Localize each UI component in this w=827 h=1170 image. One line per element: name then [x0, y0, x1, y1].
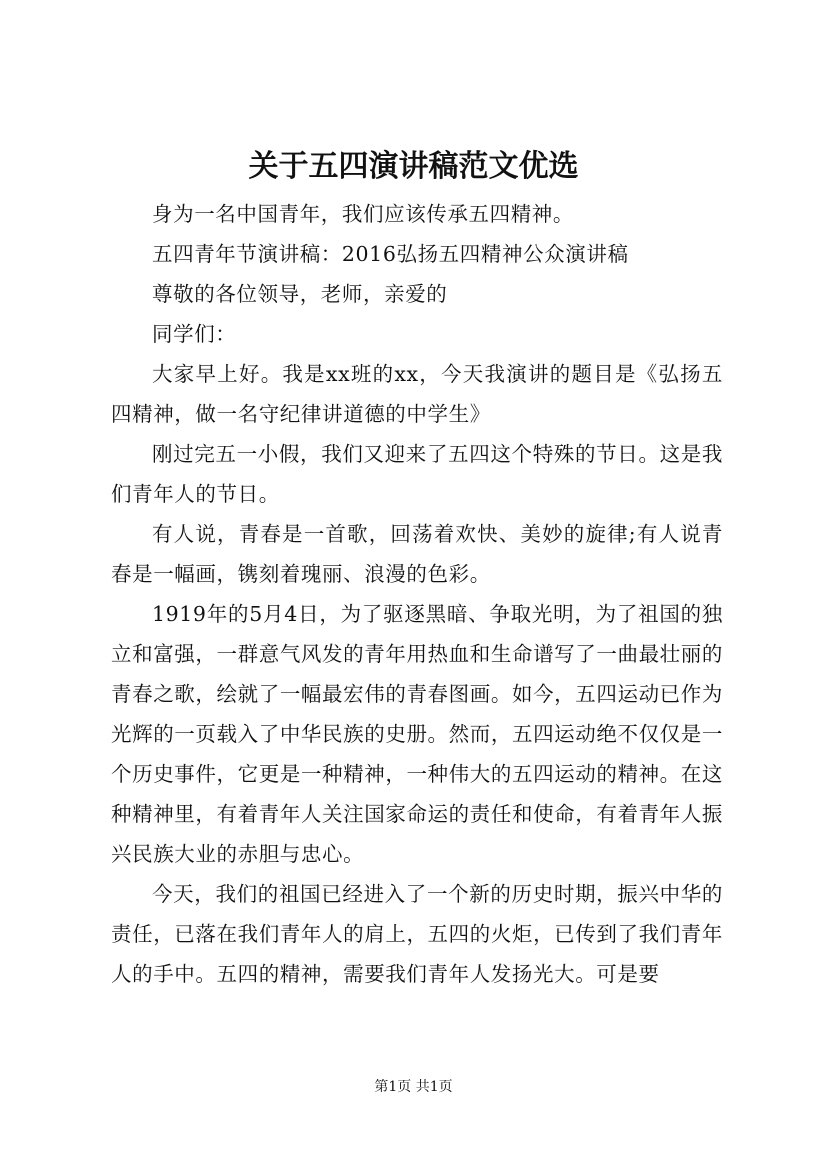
paragraph: 五四青年节演讲稿：2016弘扬五四精神公众演讲稿 — [152, 242, 629, 266]
paragraph: 同学们： — [152, 322, 237, 346]
document-title: 关于五四演讲稿范文优选 — [248, 149, 579, 184]
paragraph: 尊敬的各位领导，老师，亲爱的 — [152, 282, 448, 306]
paragraph: 有人说，青春是一首歌，回荡着欢快、美妙的旋律;有人说青春是一幅画，镌刻着瑰丽、浪漫的色彩。 — [111, 522, 723, 586]
paragraph: 刚过完五一小假，我们又迎来了五四这个特殊的节日。这是我们青年人的节日。 — [111, 442, 723, 506]
paragraph: 大家早上好。我是xx班的xx，今天我演讲的题目是《弘扬五四精神，做一名守纪律讲道德的中学生》 — [111, 362, 723, 426]
paragraph: 今天，我们的祖国已经进入了一个新的历史时期，振兴中华的责任，已落在我们青年人的肩上，五四的火炬，已传到了我们青年人的手中。五四的精神，需要我们青年人发扬光大。可是要 — [111, 882, 723, 986]
paragraph: 身为一名中国青年，我们应该传承五四精神。 — [152, 202, 574, 226]
page-footer: 第1页 共1页 — [374, 1079, 453, 1095]
document-body — [111, 194, 723, 994]
paragraph: 1919年的5月4日，为了驱逐黑暗、争取光明，为了祖国的独立和富强，一群意气风发的青年用热血和生命谱写了一曲最壮丽的青春之歌，绘就了一幅最宏伟的青春图画。如今，五四运动已作为光辉的一页载入了中华民族的史册。然而，五四运动绝不仅仅是一个历史事件，它更是一种精神，一种伟大的五四运动的精神。在这种精神里，有着青年人关注国家命运的责任和使命，有着青年人振兴民族大业的赤胆与忠心。 — [111, 602, 723, 866]
